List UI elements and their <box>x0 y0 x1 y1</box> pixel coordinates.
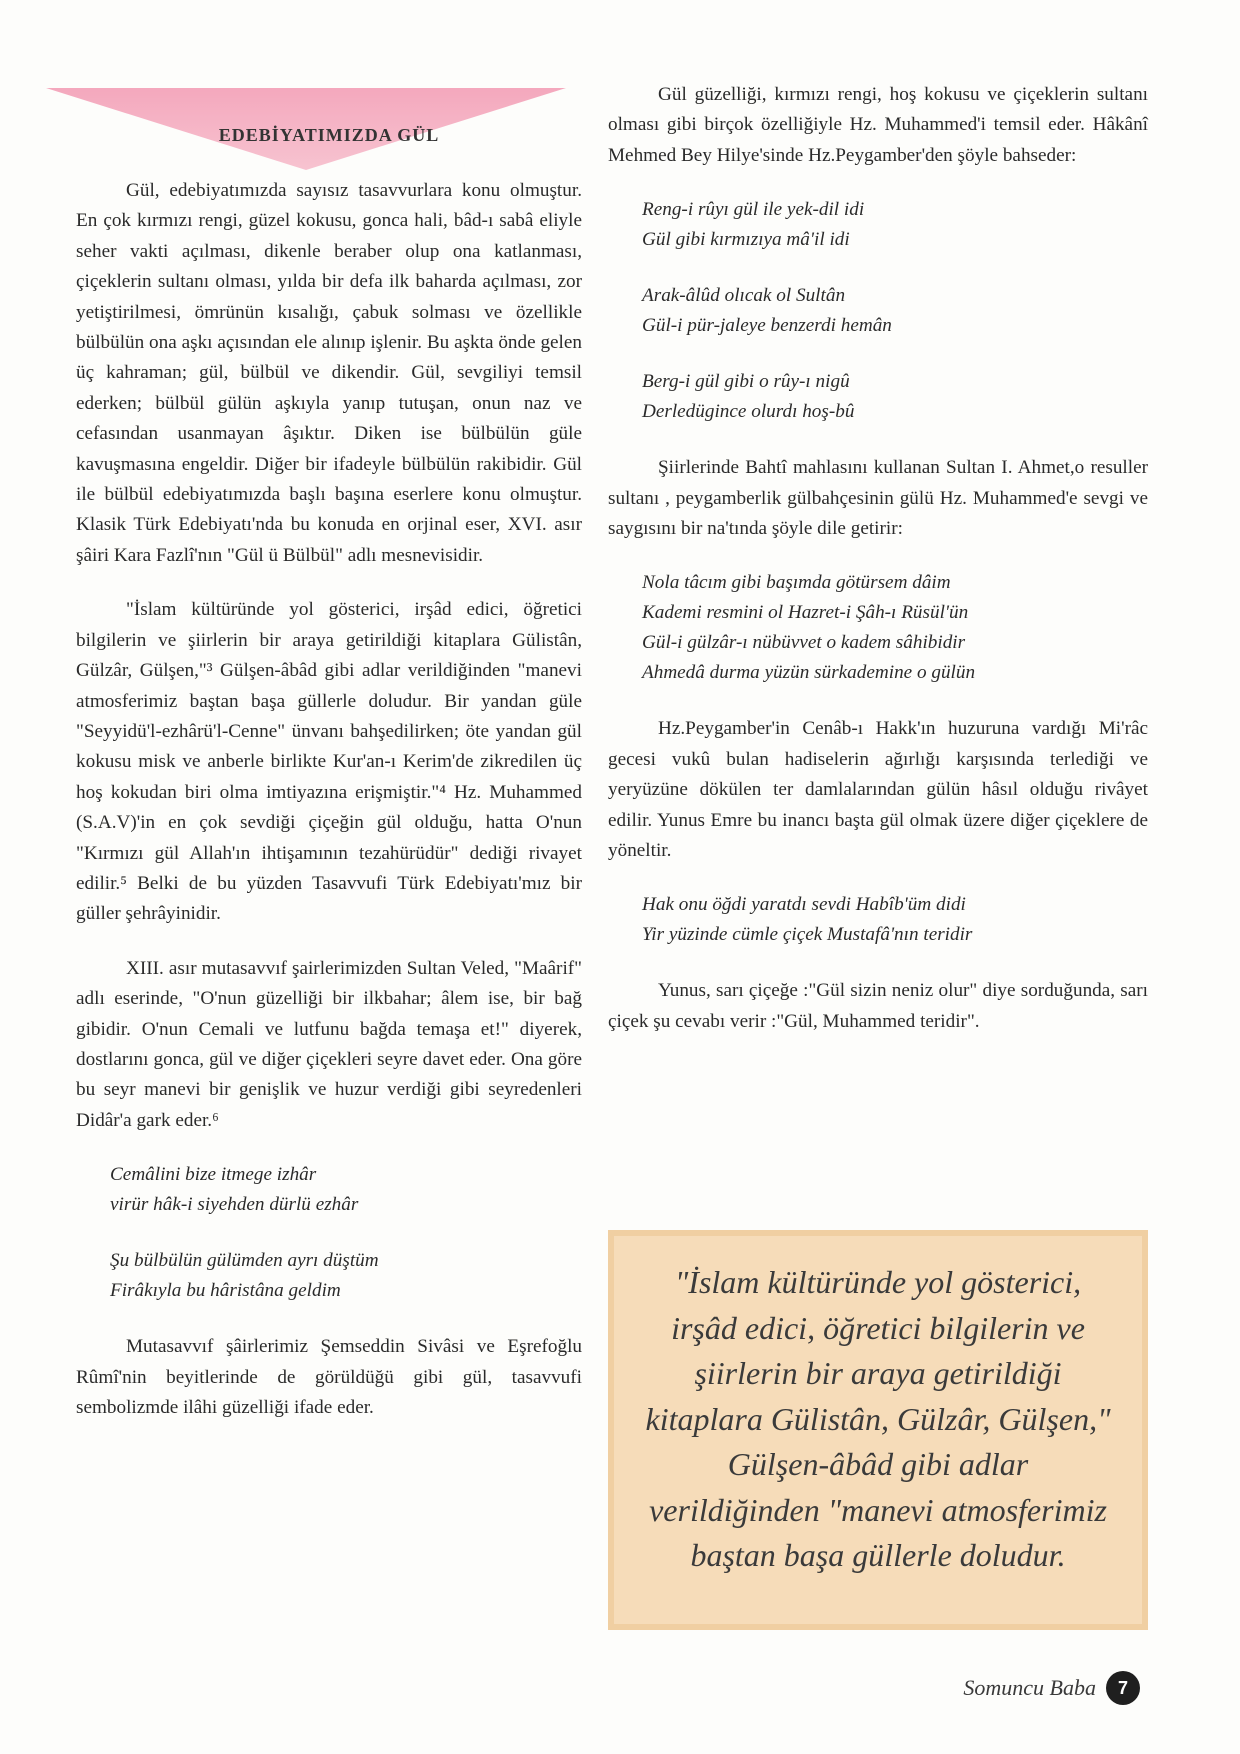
verse-line: virür hâk-i siyehden dürlü ezhâr <box>110 1194 359 1216</box>
verse-couplet <box>608 195 1148 255</box>
section-heading: EDEBİYATIMIZDA GÜL <box>218 125 440 145</box>
verse-line: Ahmedâ durma yüzün sürkademine o gülün <box>642 662 976 684</box>
verse-couplet <box>608 281 1148 341</box>
verse-couplet <box>76 1246 582 1306</box>
verse-line: Gül-i gülzâr-ı nübüvvet o kadem sâhibidir <box>642 632 966 654</box>
verse-line: Berg-i gül gibi o rûy-ı nigû <box>642 371 850 393</box>
section-heading-banner <box>76 80 582 176</box>
magazine-name: Somuncu Baba <box>963 1675 1096 1700</box>
verse-line: Hak onu öğdi yaratdı sevdi Habîb'üm didi <box>642 894 966 916</box>
verse-line: Gül-i pür-jaleye benzerdi hemân <box>642 315 892 337</box>
right-column <box>608 80 1148 1061</box>
verse-line: Gül gibi kırmızıya mâ'il idi <box>642 229 850 251</box>
verse-couplet <box>608 367 1148 427</box>
verse-couplet <box>608 890 1148 950</box>
paragraph: Gül güzelliği, kırmızı rengi, hoş kokusu ve çiçeklerin sultanı olması gibi birçok özelliğiyle Hz. Muhammed'i temsil eder. Hâkânî Mehmed Bey Hilye'sinde Hz.Peygamber'den şöyle bahseder: <box>608 84 1148 166</box>
verse-line: Kademi resmini ol Hazret-i Şâh-ı Rüsül'ün <box>642 602 969 624</box>
pull-quote-text: "İslam kültüründe yol gösterici, irşâd edici, öğretici bilgilerin ve şiirlerin bir araya getirildiği kitaplara Gülistân, Gülzâr, Gülşen," Gülşen-âbâd gibi adlar verildiğinden "manevi atmosferimiz baştan başa güllerle doludur. <box>645 1264 1111 1573</box>
verse-line: Yir yüzinde cümle çiçek Mustafâ'nın teridir <box>642 924 973 946</box>
verse-line: Firâkıyla bu hâristâna geldim <box>110 1280 341 1302</box>
pull-quote-box <box>608 1230 1148 1630</box>
page-footer <box>920 1668 1140 1708</box>
left-column <box>76 80 582 1447</box>
page-number-badge: 7 <box>1106 1671 1140 1705</box>
verse-stanza <box>608 568 1148 688</box>
paragraph: Hz.Peygamber'in Cenâb-ı Hakk'ın huzuruna vardığı Mi'râc gecesi vukû bulan hadiselerin ağırlığı karşısında terlediği ve yeryüzüne dökülen ter damlalarından gülün hâsıl olduğu rivâyet edilir. Yunus Emre bu inancı başta gül olmak üzere diğer çiçeklere de yöneltir. <box>608 718 1148 862</box>
paragraph: "İslam kültüründe yol gösterici, irşâd edici, öğretici bilgilerin ve şiirlerin bir araya getirildiği kitaplara Gülistân, Gülzâr, Gülşen,"³ Gülşen-âbâd gibi adlar verildiğinden "manevi atmosferimiz baştan başa güllerle doludur. Bir yandan güle "Seyyidü'l-ezhârü'l-Cenne" ünvanı bahşedilirken; öte yandan gül kokusu misk ve anberle birlikte Kur'an-ı Kerim'de zikredilen üç hoş kokudan biri olma imtiyazına erişmiştir."⁴ Hz. Muhammed (S.A.V)'in en çok sevdiği çiçeğin gül olduğu, hatta O'nun "Kırmızı gül Allah'ın ihtişamının tezahürüdür" dediği rivayet edilir.⁵ Belki de bu yüzden Tasavvufi Türk Edebiyatı'mız bir güller şehrâyinidir. <box>76 599 582 925</box>
verse-couplet <box>76 1160 582 1220</box>
verse-line: Derledügince olurdı hoş-bû <box>642 401 855 423</box>
verse-line: Arak-âlûd olıcak ol Sultân <box>642 285 846 307</box>
verse-line: Nola tâcım gibi başımda götürsem dâim <box>642 572 951 594</box>
verse-line: Cemâlini bize itmege izhâr <box>110 1164 317 1186</box>
paragraph: Mutasavvıf şâirlerimiz Şemseddin Sivâsi ve Eşrefoğlu Rûmî'nin beyitlerinde de görüldüğü gibi gül, tasavvufi sembolizmde ilâhi güzelliği ifade eder. <box>76 1336 582 1418</box>
paragraph: Şiirlerinde Bahtî mahlasını kullanan Sultan I. Ahmet,o resuller sultanı , peygamberlik gülbahçesinin gülü Hz. Muhammed'e sevgi ve saygısını bir na'tında şöyle dile getirir: <box>608 457 1148 540</box>
verse-line: Şu bülbülün gülümden ayrı düştüm <box>110 1250 379 1272</box>
paragraph: XIII. asır mutasavvıf şairlerimizden Sultan Veled, "Maârif" adlı eserinde, "O'nun güzelliği bir ilkbahar; âlem ise, bir bağ gibidir. O'nun Cemali ve lutfunu bağda temaşa et!" diyerek, dostlarını gonca, gül ve diğer çiçekleri seyre davet eder. Ona göre bu seyr manevi bir genişlik ve huzur verdiği gibi seyredenleri Didâr'a gark eder.⁶ <box>76 957 582 1131</box>
paragraph: Yunus, sarı çiçeğe :"Gül sizin neniz olur" diye sorduğunda, sarı çiçek şu cevabı verir :"Gül, Muhammed teridir". <box>608 980 1148 1032</box>
paragraph: Gül, edebiyatımızda sayısız tasavvurlara konu olmuştur. En çok kırmızı rengi, güzel kokusu, gonca hali, bâd-ı sabâ eliyle seher vakti açılması, dikenle beraber olup ona katlanması, çiçeklerin sultanı olması, yılda bir defa ilk baharda açılması, zor yetiştirilmesi, ömrünün kısalığı, çabuk solması ve özellikle bülbülün ona aşkı açısından ele alınıp işlenir. Bu aşkta önde gelen üç kahraman; gül, bülbül ve dikendir. Gül, sevgiliyi temsil ederken; bülbül gülün aşkıyla yanıp tutuşan, onun naz ve cefasından usanmayan âşıktır. Diken ise bülbülün güle kavuşmasına engeldir. Diğer bir ifadeyle bülbülün rakibidir. Gül ile bülbül edebiyatımızda başlı başına eserlere konu olmuştur. Klasik Türk Edebiyatı'nda bu konuda en orjinal eser, XVI. asır şâiri Kara Fazlî'nın "Gül ü Bülbül" adlı mesnevisidir. <box>76 180 582 566</box>
verse-line: Reng-i rûyı gül ile yek-dil idi <box>642 199 865 221</box>
